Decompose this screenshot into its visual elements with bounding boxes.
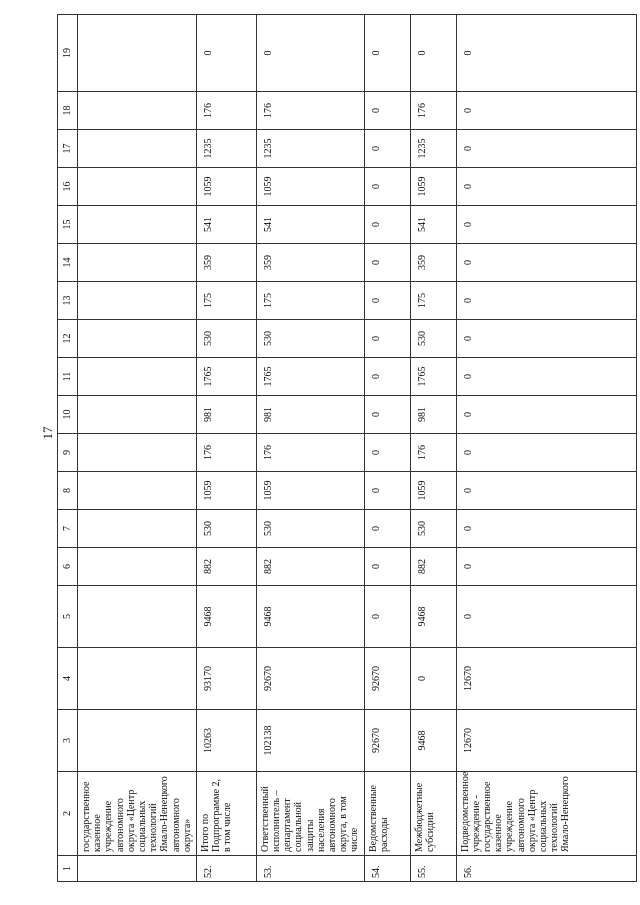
column-header: 3 — [58, 710, 78, 772]
table-cell: 0 — [456, 130, 636, 168]
table-cell: 530 — [256, 510, 364, 548]
table-cell: 0 — [456, 282, 636, 320]
table-row — [364, 15, 410, 882]
table-cell: 0 — [364, 130, 410, 168]
rotated-page — [57, 14, 624, 882]
column-header: 10 — [58, 396, 78, 434]
table-cell: 0 — [456, 548, 636, 586]
table-cell: 541 — [410, 206, 456, 244]
row-name: Межбюджетные субсидии — [410, 772, 456, 856]
table-cell: 176 — [410, 434, 456, 472]
table-cell: 0 — [456, 472, 636, 510]
table-cell: 92670 — [364, 710, 410, 772]
table-cell: 1765 — [410, 358, 456, 396]
table-cell: 0 — [410, 648, 456, 710]
table-cell: 0 — [364, 434, 410, 472]
column-header: 18 — [58, 92, 78, 130]
table-cell — [78, 15, 197, 92]
table-cell: 92670 — [364, 648, 410, 710]
table-cell: 93170 — [196, 648, 256, 710]
table-cell: 1059 — [256, 168, 364, 206]
table-cell — [78, 396, 197, 434]
row-number: 53. — [256, 856, 364, 882]
table-cell — [78, 320, 197, 358]
table-cell: 92670 — [256, 648, 364, 710]
table-cell: 0 — [456, 15, 636, 92]
table-cell: 0 — [456, 434, 636, 472]
row-name: государственное казенное учреждение автономного округа «Центр социальных технологий Ямало-Ненецкого автономного округа» — [78, 772, 197, 856]
column-header: 19 — [58, 15, 78, 92]
column-header: 9 — [58, 434, 78, 472]
column-header: 12 — [58, 320, 78, 358]
table-cell: 530 — [256, 320, 364, 358]
table-cell: 102138 — [256, 710, 364, 772]
table-cell: 0 — [410, 15, 456, 92]
row-number: 56. — [456, 856, 636, 882]
table-cell: 541 — [196, 206, 256, 244]
table-cell: 1235 — [410, 130, 456, 168]
table-cell: 1765 — [256, 358, 364, 396]
table-cell: 0 — [456, 320, 636, 358]
row-name: Итого по Подпрограмме 2, в том числе — [196, 772, 256, 856]
column-header: 7 — [58, 510, 78, 548]
table-cell: 359 — [410, 244, 456, 282]
table-cell: 530 — [410, 510, 456, 548]
table-cell — [78, 434, 197, 472]
row-number: 55. — [410, 856, 456, 882]
column-header: 8 — [58, 472, 78, 510]
column-header: 4 — [58, 648, 78, 710]
table-cell: 1765 — [196, 358, 256, 396]
table-cell: 176 — [256, 434, 364, 472]
table-cell: 10263 — [196, 710, 256, 772]
column-header: 1 — [58, 856, 78, 882]
table-cell: 0 — [196, 15, 256, 92]
column-header: 5 — [58, 586, 78, 648]
table-cell: 0 — [364, 358, 410, 396]
table-cell: 0 — [364, 206, 410, 244]
table-cell: 0 — [364, 548, 410, 586]
table-row — [410, 15, 456, 882]
column-header: 16 — [58, 168, 78, 206]
table-cell — [78, 586, 197, 648]
table-cell: 0 — [364, 244, 410, 282]
row-name: Ответственный исполнитель – департамент социальной защиты населения автономного округа, в том числе — [256, 772, 364, 856]
table-cell: 176 — [196, 92, 256, 130]
column-header: 2 — [58, 772, 78, 856]
table-cell: 176 — [196, 434, 256, 472]
table-row — [256, 15, 364, 882]
header-row — [58, 15, 78, 882]
table-cell: 9468 — [410, 586, 456, 648]
table-cell: 0 — [364, 92, 410, 130]
table-cell: 0 — [364, 586, 410, 648]
table-cell: 1059 — [410, 168, 456, 206]
table-cell — [78, 244, 197, 282]
table-cell: 1059 — [196, 168, 256, 206]
table-cell: 359 — [256, 244, 364, 282]
table-cell: 530 — [196, 320, 256, 358]
table-cell: 0 — [456, 92, 636, 130]
table-cell: 176 — [256, 92, 364, 130]
table-cell — [78, 206, 197, 244]
table-cell: 0 — [364, 396, 410, 434]
table-cell: 0 — [456, 586, 636, 648]
table-cell: 0 — [364, 320, 410, 358]
table-cell: 0 — [456, 244, 636, 282]
table-cell — [78, 510, 197, 548]
table-cell: 9468 — [410, 710, 456, 772]
table-cell: 9468 — [196, 586, 256, 648]
table-cell — [78, 130, 197, 168]
table-row — [456, 15, 636, 882]
row-number — [78, 856, 197, 882]
table-cell: 0 — [364, 510, 410, 548]
table-cell: 981 — [256, 396, 364, 434]
table-cell: 176 — [410, 92, 456, 130]
table-cell: 0 — [456, 206, 636, 244]
table-cell: 981 — [196, 396, 256, 434]
table-cell — [78, 168, 197, 206]
table-cell: 1235 — [256, 130, 364, 168]
table-cell: 9468 — [256, 586, 364, 648]
table-cell: 0 — [364, 472, 410, 510]
column-header: 11 — [58, 358, 78, 396]
table-cell: 175 — [196, 282, 256, 320]
table-cell — [78, 548, 197, 586]
row-name: Подведомственное учреждение - государственное казенное учреждение автономного округа «Центр социальных технологий Ямало-Ненецкого — [456, 772, 636, 856]
column-header: 14 — [58, 244, 78, 282]
table-cell: 0 — [456, 358, 636, 396]
table-cell: 175 — [410, 282, 456, 320]
table-cell — [78, 282, 197, 320]
table-cell: 530 — [410, 320, 456, 358]
row-number: 54. — [364, 856, 410, 882]
table-cell: 981 — [410, 396, 456, 434]
table-cell: 12670 — [456, 648, 636, 710]
table-cell: 359 — [196, 244, 256, 282]
table-cell: 0 — [364, 282, 410, 320]
table-cell: 882 — [256, 548, 364, 586]
table-cell: 882 — [410, 548, 456, 586]
column-header: 17 — [58, 130, 78, 168]
table-cell — [78, 92, 197, 130]
table-cell: 1235 — [196, 130, 256, 168]
table-cell: 1059 — [196, 472, 256, 510]
table-cell — [78, 472, 197, 510]
table-cell: 0 — [456, 510, 636, 548]
page-number: 17 — [40, 426, 55, 440]
row-number: 52. — [196, 856, 256, 882]
table-cell: 541 — [256, 206, 364, 244]
column-header: 6 — [58, 548, 78, 586]
table-cell — [78, 358, 197, 396]
table-cell: 882 — [196, 548, 256, 586]
table-cell: 0 — [456, 396, 636, 434]
table-cell: 530 — [196, 510, 256, 548]
table-cell: 12670 — [456, 710, 636, 772]
table-cell: 1059 — [410, 472, 456, 510]
table-cell: 0 — [364, 15, 410, 92]
table-cell — [78, 648, 197, 710]
table-cell: 175 — [256, 282, 364, 320]
table-cell: 0 — [364, 168, 410, 206]
table-cell: 0 — [456, 168, 636, 206]
table-cell — [78, 710, 197, 772]
budget-table — [57, 14, 637, 882]
table-row — [78, 15, 197, 882]
table-row — [196, 15, 256, 882]
table-cell: 1059 — [256, 472, 364, 510]
row-name: Ведомственные расходы — [364, 772, 410, 856]
table-cell: 0 — [256, 15, 364, 92]
column-header: 15 — [58, 206, 78, 244]
column-header: 13 — [58, 282, 78, 320]
